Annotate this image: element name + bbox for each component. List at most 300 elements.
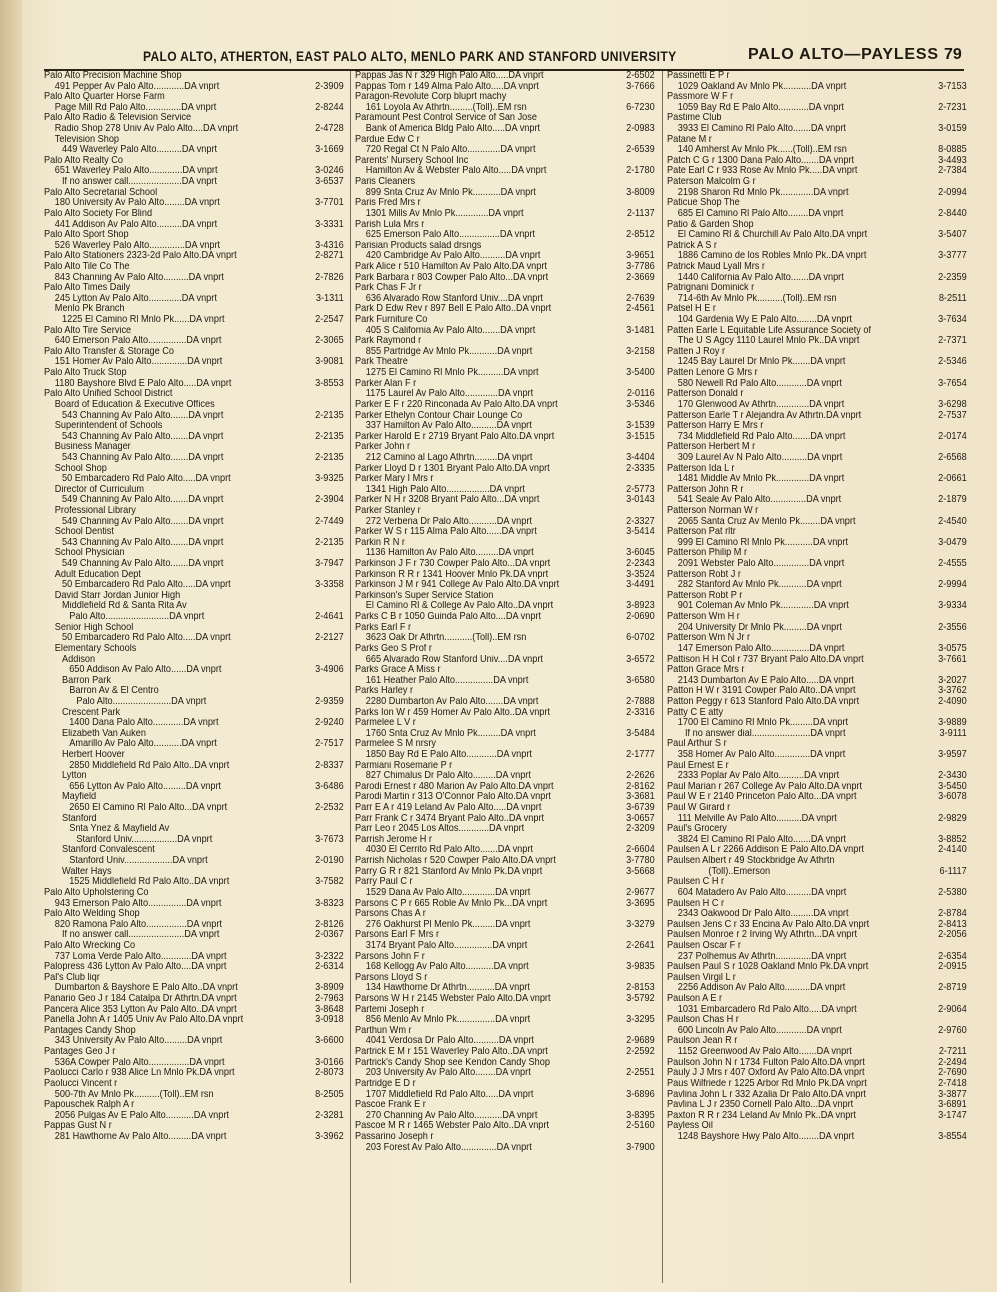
directory-entry [355,782,655,793]
directory-entry [44,1132,344,1143]
entry-phone-number: 3-6298 [938,399,967,410]
directory-entry [667,591,967,602]
entry-listing: Pappas Jas N r 329 High Palo Alto.....DA vnprt [355,71,544,81]
directory-entry [667,962,967,973]
entry-phone-number: 2-7963 [315,994,344,1005]
entry-phone-number: 2-8413 [938,919,967,930]
entry-phone-number: 3-7654 [938,378,967,389]
entry-listing: 549 Channing Av Palo Alto.......DA vnprt [62,516,224,527]
entry-listing: 2091 Webster Palo Alto..............DA vnprt [677,559,845,570]
entry-phone-number: 2-9240 [315,718,344,729]
entry-listing: Patterson Harry E Mrs r [667,421,764,432]
entry-listing: Palo Alto Society For Blind [44,208,153,219]
directory-entry [667,400,967,411]
entry-listing: 272 Verbena Dr Palo Alto...........DA vnprt [365,516,532,527]
entry-listing: Paolucci Carlo r 938 Alice Ln Mnlo Pk.DA vnprt [44,1068,235,1079]
directory-entry [44,570,344,581]
directory-entry [355,835,655,846]
entry-phone-number: 3-2027 [938,675,967,686]
directory-entry [667,506,967,517]
directory-entry [355,909,655,920]
entry-listing: Patrick Maud Lyall Mrs r [667,261,766,272]
directory-entry [667,198,967,209]
entry-listing: 1152 Greenwood Av Palo Alto.......DA vnprt [677,1047,852,1058]
entry-phone-number: 2-2641 [626,940,655,951]
directory-entry [44,1121,344,1132]
directory-entry [44,336,344,347]
directory-entry [355,856,655,867]
directory-entry [667,453,967,464]
entry-listing: If no answer dial.......................DA vnprt [685,728,846,739]
directory-entry [355,251,655,262]
entry-listing: Paramount Pest Control Service of San Jose [355,113,537,124]
entry-phone-number: 2-3065 [315,336,344,347]
entry-listing: Pardue Edw C r [355,134,420,145]
directory-entry [355,559,655,570]
entry-listing: Middlefield Rd & Santa Rita Av [62,601,187,612]
entry-listing: Parker Lloyd D r 1301 Bryant Palo Alto.DA vnprt [355,463,550,474]
directory-entry [44,941,344,952]
entry-listing: 1886 Camino de los Robles Mnlo Pk..DA vnprt [677,251,867,262]
entry-listing: Parish Lula Mrs r [355,219,425,230]
directory-entry [667,1079,967,1090]
directory-entry [355,411,655,422]
directory-entry [44,686,344,697]
entry-listing: Patterson Ida L r [667,463,735,474]
page-binding-edge [0,0,22,1292]
directory-entry [667,665,967,676]
entry-listing: 203 Forest Av Palo Alto..............DA vnprt [365,1142,532,1153]
entry-phone-number: 3-3877 [938,1089,967,1100]
entry-listing: Stanford [62,813,97,824]
directory-entry [355,580,655,591]
directory-entry [44,803,344,814]
entry-listing: Elizabeth Van Auken [62,728,146,739]
directory-entry [667,676,967,687]
entry-phone-number: 2-9994 [938,580,967,591]
directory-entry [355,485,655,496]
directory-entry [667,251,967,262]
entry-phone-number: 2-3327 [626,516,655,527]
entry-listing: 4041 Verdosa Dr Palo Alto..........DA vnprt [365,1036,534,1047]
directory-entry [44,474,344,485]
directory-entry [667,739,967,750]
entry-phone-number: 3-1311 [315,293,344,304]
directory-entry [44,856,344,867]
entry-phone-number: 3-3295 [626,1015,655,1026]
entry-listing: 1275 El Camino Rl Mnlo Pk..........DA vnprt [365,368,539,379]
entry-phone-number: 2-6314 [315,962,344,973]
entry-listing: 1525 Middlefield Rd Palo Alto..DA vnprt [69,877,230,888]
entry-listing: Patton Grace Mrs r [667,665,745,676]
directory-entry [44,326,344,337]
directory-entry [667,527,967,538]
entry-phone-number: 3-9889 [938,718,967,729]
entry-listing: Stanford Univ...................DA vnprt [69,856,208,867]
entry-phone-number: 3-9835 [626,962,655,973]
entry-listing: 282 Stanford Av Mnlo Pk...........DA vnprt [677,580,842,591]
directory-entry [44,792,344,803]
directory-entry [355,1036,655,1047]
entry-listing: 543 Channing Av Palo Alto.......DA vnprt [62,537,224,548]
entry-phone-number: 2-7211 [938,1047,967,1058]
entry-phone-number: 2-8719 [938,983,967,994]
directory-entry [44,1015,344,1026]
directory-entry [355,368,655,379]
entry-listing: Parker Ethelyn Contour Chair Lounge Co [355,410,523,421]
directory-entry [355,82,655,93]
directory-entry [667,166,967,177]
entry-listing: 1029 Oakland Av Mnlo Pk...........DA vnprt [677,81,847,92]
entry-listing: 536A Cowper Palo Alto................DA vnprt [54,1057,225,1068]
entry-listing: 405 S California Av Palo Alto.......DA vnprt [365,325,536,336]
entry-phone-number: 3-1481 [626,325,655,336]
entry-listing: Parrish Jerome H r [355,834,432,845]
directory-entry [667,1090,967,1101]
entry-listing: 1248 Bayshore Hwy Palo Alto........DA vnprt [677,1131,855,1142]
directory-entry [44,166,344,177]
directory-entry [44,357,344,368]
entry-phone-number: 3-7673 [315,834,344,845]
entry-listing: 4030 El Cerrito Rd Palo Alto.......DA vnprt [365,845,533,856]
directory-entry [355,357,655,368]
directory-entry [667,273,967,284]
entry-listing: Parkin R N r [355,537,405,548]
entry-listing: 276 Oakhurst Pl Menlo Pk.........DA vnprt [365,919,531,930]
entry-phone-number: 3-8553 [315,378,344,389]
entry-phone-number: 3-8009 [626,187,655,198]
directory-entry [355,1005,655,1016]
entry-listing: Bank of America Bldg Palo Alto.....DA vnprt [365,124,541,135]
entry-listing: Paul W E r 2140 Princeton Palo Alto...DA vnprt [667,792,857,803]
entry-listing: Patterson Philip M r [667,548,748,559]
directory-entry [667,867,967,878]
entry-listing: Patton Peggy r 613 Stanford Palo Alto.DA vnprt [667,696,860,707]
entry-phone-number: 2-2135 [315,537,344,548]
entry-phone-number: 2-2494 [938,1057,967,1068]
entry-listing: Parks C B r 1050 Guinda Palo Alto....DA vnprt [355,612,542,623]
entry-phone-number: 2-9689 [626,1036,655,1047]
directory-entry [667,1132,967,1143]
directory-entry [44,601,344,612]
entry-listing: Park Barbara r 803 Cowper Palo Alto...DA vnprt [355,272,549,283]
directory-entry [355,1058,655,1069]
entry-phone-number: 2-7231 [938,102,967,113]
entry-listing: 309 Laurel Av N Palo Alto..........DA vnprt [677,452,843,463]
entry-phone-number: 2-8337 [315,760,344,771]
entry-listing: 151 Homer Av Palo Alto..............DA vnprt [54,357,223,368]
directory-entry [667,920,967,931]
entry-listing: Parks Geo S Prof r [355,643,432,654]
directory-entry [667,209,967,220]
directory-entry [44,814,344,825]
entry-phone-number: 2-8073 [315,1068,344,1079]
directory-entry [44,952,344,963]
entry-listing: Stanford Convalescent [62,845,155,856]
directory-entry [355,241,655,252]
entry-listing: 1225 El Camino Rl Mnlo Pk......DA vnprt [62,315,225,326]
directory-entry [44,241,344,252]
entry-phone-number: 3-5407 [938,230,967,241]
entry-phone-number: 3-8923 [626,601,655,612]
entry-phone-number: 3-0918 [315,1015,344,1026]
directory-entry [355,1047,655,1058]
entry-phone-number: 2-7690 [938,1068,967,1079]
running-head-title: PALO ALTO, ATHERTON, EAST PALO ALTO, MENLO PARK AND STANFORD UNIVERSITY [143,48,677,64]
entry-phone-number: 2-7888 [626,696,655,707]
entry-listing: 358 Homer Av Palo Alto..............DA vnprt [677,750,846,760]
entry-listing: 685 El Camino Rl Palo Alto........DA vnprt [677,208,844,219]
directory-entry [44,899,344,910]
entry-phone-number: 3-3358 [315,580,344,591]
entry-listing: 203 University Av Palo Alto........DA vnprt [365,1068,531,1079]
entry-phone-number: 3-1539 [626,421,655,432]
directory-entry [44,782,344,793]
entry-phone-number: 3-3279 [626,919,655,930]
entry-phone-number: 2-9760 [938,1025,967,1036]
directory-entry [355,495,655,506]
directory-entry [355,845,655,856]
entry-listing: Paulsen C H r [667,877,725,888]
directory-entry [355,177,655,188]
directory-entry [667,92,967,103]
entry-listing: Patton H W r 3191 Cowper Palo Alto..DA vnprt [667,686,856,697]
entry-phone-number: 2-7826 [315,272,344,283]
directory-entry [667,973,967,984]
entry-listing: Paragon-Revolute Corp bluprt machy [355,92,507,103]
entry-listing: Park Furniture Co [355,315,428,326]
entry-listing: Palo Alto Radio & Television Service [44,113,192,124]
directory-entry [667,368,967,379]
entry-listing: Palo Alto Tire Service [44,325,132,336]
directory-entry [667,177,967,188]
entry-phone-number: 2-0174 [938,431,967,442]
directory-entry [667,188,967,199]
directory-entry [355,686,655,697]
entry-listing: Parry Paul C r [355,877,413,888]
entry-listing: Parker E F r 220 Rinconada Av Palo Alto.DA vnprt [355,399,558,410]
entry-listing: Hamilton Av & Webster Palo Alto.....DA vnprt [365,166,547,177]
directory-entry [44,485,344,496]
entry-phone-number: 3-6580 [626,675,655,686]
entry-listing: Passinetti E P r [667,71,730,81]
entry-listing: Paulsen Oscar F r [667,940,741,951]
entry-listing: 491 Pepper Av Palo Alto............DA vnprt [54,81,220,92]
entry-listing: Pascoe M R r 1465 Webster Palo Alto..DA vnprt [355,1121,550,1132]
entry-phone-number: 3-3681 [626,792,655,803]
entry-listing: Mayfield [62,792,97,803]
directory-entry [355,718,655,729]
directory-entry [44,1058,344,1069]
directory-entry [667,814,967,825]
directory-entry [44,718,344,729]
directory-entry [44,1047,344,1058]
entry-listing: 856 Menlo Av Mnlo Pk...............DA vnprt [365,1015,531,1026]
entry-listing: Pantages Candy Shop [44,1025,136,1036]
entry-phone-number: 2-2127 [315,633,344,644]
entry-phone-number: 2-6539 [626,145,655,156]
entry-phone-number: 2-6604 [626,845,655,856]
directory-entry [667,283,967,294]
directory-entry [355,941,655,952]
directory-entry [44,697,344,708]
entry-listing: 3933 El Camino Rl Palo Alto.......DA vnprt [677,124,846,135]
entry-phone-number: 3-3777 [938,251,967,262]
entry-listing: Patterson Herbert M r [667,442,756,453]
directory-entry [355,400,655,411]
directory-entry [44,400,344,411]
directory-entry [355,294,655,305]
entry-listing: Paxton R R r 234 Leland Av Mnlo Pk..DA vnprt [667,1110,856,1121]
entry-listing: Television Shop [54,134,120,145]
entry-phone-number: 3-7701 [315,198,344,209]
directory-entry [667,655,967,666]
directory-entry [44,527,344,538]
entry-phone-number: 3-6537 [315,177,344,188]
entry-phone-number: 3-5414 [626,527,655,538]
entry-listing: Patterson Wm H r [667,612,740,623]
directory-entry [44,591,344,602]
entry-listing: Parrish Nicholas r 520 Cowper Palo Alto.DA vnprt [355,856,556,867]
entry-listing: Patterson Earle T r Alejandra Av Athrtn.DA vnprt [667,410,862,421]
directory-entry [667,538,967,549]
entry-listing: Dumbarton & Bayshore E Palo Alto..DA vnprt [54,983,238,994]
entry-listing: Parks Ion W r 459 Homer Av Palo Alto..DA vnprt [355,707,551,718]
entry-listing: Parkinson J F r 730 Cowper Palo Alto...DA vnprt [355,559,551,570]
entry-phone-number: 3-7780 [626,856,655,867]
entry-phone-number: 2-2135 [315,410,344,421]
directory-entry [355,1121,655,1132]
entry-phone-number: 2-7639 [626,293,655,304]
entry-listing: 1180 Bayshore Blvd E Palo Alto.....DA vnprt [54,378,232,389]
entry-listing: 1481 Middle Av Mnlo Pk.............DA vnprt [677,474,845,485]
directory-entry [44,368,344,379]
directory-entry [44,283,344,294]
entry-listing: Payless Oil [667,1121,713,1132]
directory-entry [667,389,967,400]
entry-listing: 901 Coleman Av Mnlo Pk.............DA vnprt [677,601,849,612]
entry-listing: 3623 Oak Dr Athrtn...........(Toll)..EM rsn [365,633,527,644]
entry-phone-number: 3-3762 [938,686,967,697]
entry-listing: Barron Av & El Centro [69,686,159,697]
entry-phone-number: 2-2135 [315,452,344,463]
directory-entry [667,729,967,740]
entry-phone-number: 2-4641 [315,612,344,623]
entry-listing: Parker Harold E r 2719 Bryant Palo Alto.DA vnprt [355,431,555,442]
entry-listing: Parsons C P r 665 Roble Av Mnlo Pk...DA vnprt [355,898,548,909]
entry-phone-number: 3-7634 [938,315,967,326]
entry-listing: 237 Polhemus Av Athrtn..............DA vnprt [677,951,847,962]
directory-entry [355,474,655,485]
directory-entry [44,442,344,453]
entry-listing: Paul Arthur S r [667,739,727,750]
directory-entry [44,262,344,273]
entry-listing: Stanford Univ..................DA vnprt [76,834,213,845]
directory-entry [44,835,344,846]
directory-entry [355,803,655,814]
directory-entry [667,1047,967,1058]
entry-listing: 549 Channing Av Palo Alto.......DA vnprt [62,495,224,506]
entry-listing: Parker W S r 115 Alma Palo Alto......DA vnprt [355,527,537,538]
entry-phone-number: 2-3209 [626,824,655,835]
directory-entry [355,262,655,273]
directory-entry [44,156,344,167]
directory-entry [355,166,655,177]
entry-listing: Patten Lenore G Mrs r [667,368,758,379]
entry-listing: Radio Shop 278 Univ Av Palo Alto....DA vnprt [54,124,239,135]
entry-listing: 1245 Bay Laurel Dr Mnlo Pk.......DA vnprt [677,357,846,368]
directory-entry [667,379,967,390]
entry-listing: Paulsen Virgil L r [667,972,736,983]
directory-entry [667,782,967,793]
directory-entry [44,273,344,284]
entry-phone-number: 3-4404 [626,452,655,463]
directory-entry [355,464,655,475]
directory-entry [667,326,967,337]
entry-phone-number: 2-0367 [315,930,344,941]
directory-entry [667,1111,967,1122]
entry-listing: Pappas Gust N r [44,1121,112,1132]
entry-listing: Pavlina John L r 332 Azalia Dr Palo Alto.DA vnprt [667,1089,866,1100]
entry-listing: 500-7th Av Mnlo Pk..........(Toll)..EM rsn [54,1089,214,1100]
directory-entry [667,1036,967,1047]
entry-listing: Paul Marian r 267 College Av Palo Alto.DA vnprt [667,781,863,792]
directory-entry [44,644,344,655]
entry-phone-number: 2-0116 [626,389,655,400]
directory-entry [667,220,967,231]
running-head-section: PALO ALTO—PAYLESS [748,46,939,63]
entry-listing: Partridge E D r [355,1078,416,1089]
entry-listing: Pascoe Frank E r [355,1100,426,1111]
directory-entry [44,198,344,209]
directory-entry [355,527,655,538]
entry-phone-number: 2-6568 [938,452,967,463]
directory-entry [355,792,655,803]
entry-phone-number: 2-5773 [626,484,655,495]
entry-listing: Paulson Jean R r [667,1036,738,1047]
directory-entry [44,209,344,220]
entry-listing: Board of Education & Executive Offices [54,399,215,410]
entry-phone-number: 3-4491 [626,580,655,591]
directory-entry [667,156,967,167]
entry-listing: Patterson John R r [667,484,744,495]
entry-phone-number: 2-1137 [626,208,655,219]
entry-listing: Park D Edw Rev r 897 Bell E Palo Alto..DA vnprt [355,304,552,315]
entry-listing: Pate Earl C r 933 Rose Av Mnlo Pk.....DA vnprt [667,166,858,177]
entry-listing: Palo Alto Upholstering Co [44,887,149,898]
entry-listing: Pastime Club [667,113,722,124]
directory-entry [667,750,967,761]
entry-phone-number: 3-6739 [626,803,655,814]
entry-listing: Senior High School [54,622,134,633]
entry-phone-number: 3-0143 [626,495,655,506]
directory-entry [667,686,967,697]
entry-phone-number: 2-3909 [315,81,344,92]
entry-listing: School Dentist [54,527,114,538]
entry-phone-number: 2-7371 [938,336,967,347]
directory-entry [44,729,344,740]
entry-phone-number: 3-3331 [315,219,344,230]
directory-entry [667,71,967,82]
directory-entry [44,824,344,835]
entry-listing: Patrignani Dominick r [667,283,755,294]
entry-phone-number: 2-1879 [938,495,967,506]
entry-listing: Paterson Malcolm G r [667,177,756,188]
entry-phone-number: 2-3556 [938,622,967,633]
column-divider [662,71,663,1283]
directory-entry [355,230,655,241]
entry-listing: Paulson Chas H r [667,1015,739,1026]
